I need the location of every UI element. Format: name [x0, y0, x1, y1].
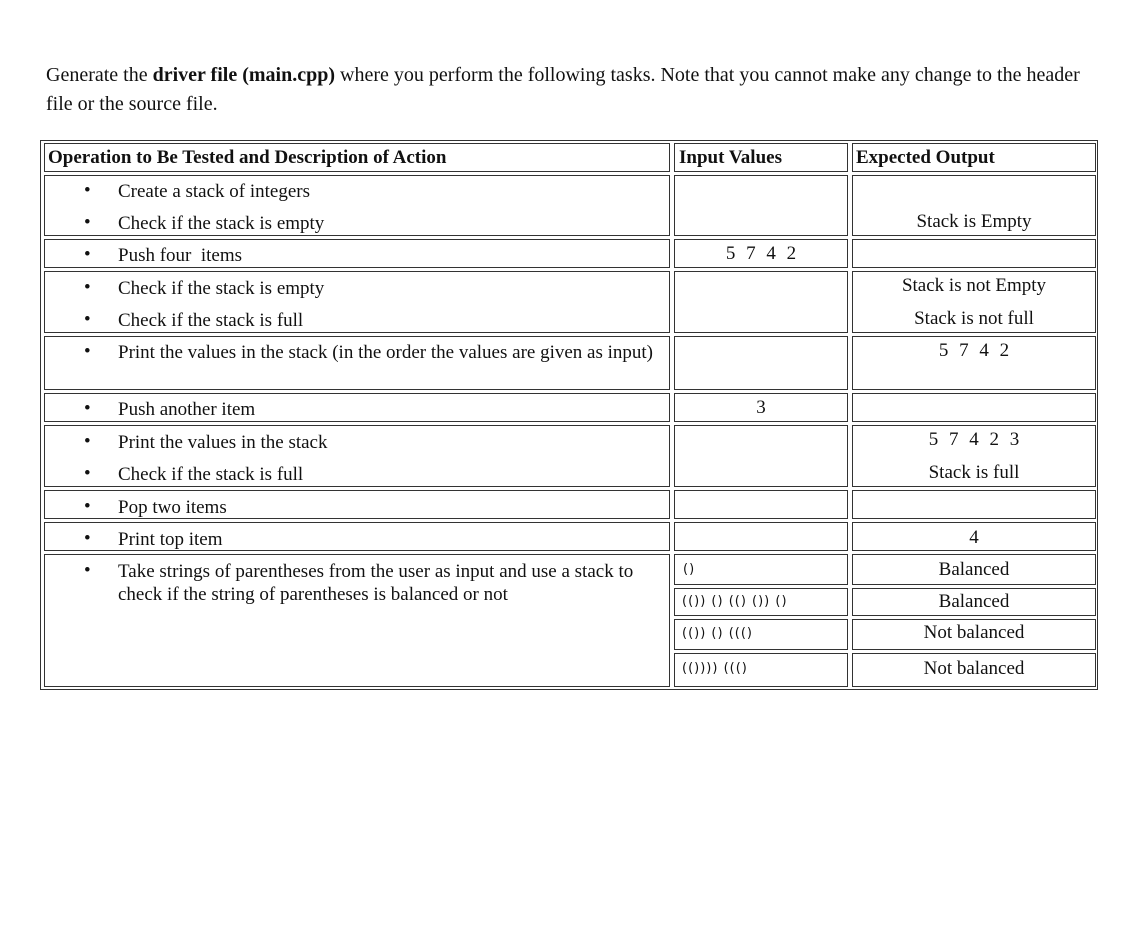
operation-text: Take strings of parentheses from the user as input and use a stack to check if the string of parentheses is balanced or not	[118, 561, 634, 605]
operation-text: Check if the stack is full	[118, 310, 304, 331]
bullet-icon: •	[84, 244, 91, 265]
group-cell-input	[674, 522, 848, 551]
group-cell-input	[674, 425, 848, 487]
header-expected-output: Expected Output	[856, 147, 995, 168]
group-cell-input	[674, 336, 848, 390]
group-cell-output	[852, 393, 1096, 422]
paren-expected-output: Balanced	[938, 591, 1010, 612]
bullet-icon: •	[84, 528, 91, 549]
bullet-icon: •	[84, 309, 91, 330]
header-operation: Operation to Be Tested and Description of Action	[48, 147, 447, 168]
bullet-icon: •	[84, 277, 91, 298]
operation-text: Pop two items	[118, 497, 227, 518]
operation-text: Check if the stack is empty	[118, 278, 325, 299]
bullet-icon: •	[84, 341, 91, 362]
input-value: 3	[756, 397, 766, 418]
operation-text: Create a stack of integers	[118, 181, 311, 202]
bullet-icon: •	[84, 560, 91, 581]
bullet-icon: •	[84, 212, 91, 233]
intro-text-start: Generate the	[46, 64, 153, 86]
operation-text: Push another item	[118, 399, 256, 420]
intro-bold-filename: driver file (main.cpp)	[152, 64, 335, 86]
expected-output: Stack is not full	[914, 308, 1034, 329]
bullet-icon: •	[84, 180, 91, 201]
paren-input-cell	[674, 554, 848, 585]
expected-output: Stack is Empty	[916, 211, 1032, 232]
paren-input-value: (()))) ((()	[682, 661, 748, 676]
expected-output: 4	[969, 527, 979, 548]
paren-expected-output: Not balanced	[923, 658, 1025, 679]
operation-text: Check if the stack is full	[118, 464, 304, 485]
intro-text-end: where you perform the following tasks. Note that you cannot make any change to the header file or the source file.	[46, 64, 1080, 115]
operation-text: Print the values in the stack (in the order the values are given as input)	[118, 342, 654, 363]
operation-text: Push four items	[118, 245, 243, 266]
paren-expected-output: Not balanced	[923, 622, 1025, 643]
paren-expected-output: Balanced	[938, 559, 1010, 580]
instructions-paragraph	[46, 61, 1106, 119]
operation-text: Print top item	[118, 529, 223, 550]
paren-input-value: ()	[683, 562, 696, 577]
input-value: 5 7 4 2	[725, 243, 797, 264]
expected-output: Stack is full	[928, 462, 1020, 483]
operation-text: Print the values in the stack	[118, 432, 328, 453]
bullet-icon: •	[84, 398, 91, 419]
paren-input-value: (()) () ((()	[682, 626, 753, 641]
group-cell-output	[852, 490, 1096, 519]
paren-input-value: (()) () (() ()) ()	[682, 594, 788, 609]
bullet-icon: •	[84, 431, 91, 452]
bullet-icon: •	[84, 463, 91, 484]
header-input-values: Input Values	[679, 147, 782, 168]
operation-text: Check if the stack is empty	[118, 213, 325, 234]
expected-output: 5 7 4 2	[938, 340, 1010, 361]
expected-output: 5 7 4 2 3	[928, 429, 1020, 450]
group-cell-input	[674, 490, 848, 519]
group-cell-input	[674, 175, 848, 236]
group-cell-input	[674, 271, 848, 333]
bullet-icon: •	[84, 496, 91, 517]
group-cell-output	[852, 239, 1096, 268]
expected-output: Stack is not Empty	[901, 275, 1047, 296]
